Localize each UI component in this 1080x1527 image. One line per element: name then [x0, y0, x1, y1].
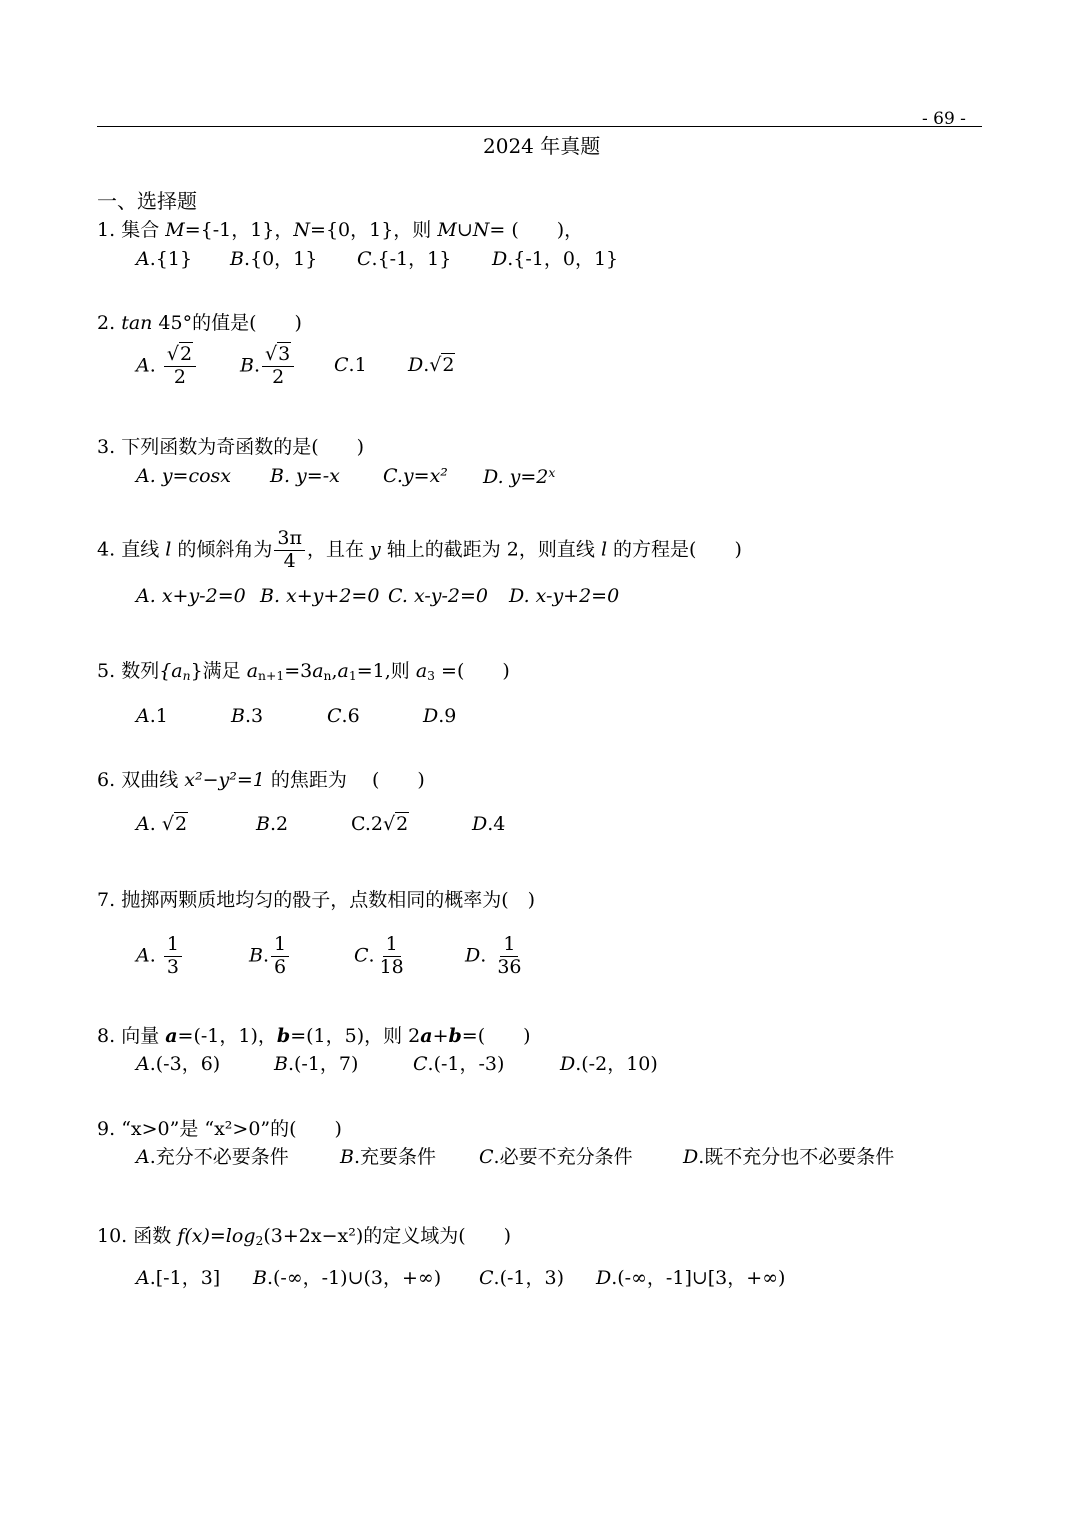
- fraction-numerator: 1: [383, 935, 401, 957]
- option-text: .充分不必要条件: [149, 1146, 289, 1168]
- option-letter: A: [136, 1267, 150, 1289]
- option-letter: B: [256, 813, 270, 835]
- question-1-option-b: [230, 250, 317, 269]
- option-letter: A: [136, 585, 150, 607]
- option-letter: A: [136, 705, 150, 727]
- vector-a: a: [420, 1025, 433, 1047]
- question-3-option-d: [483, 467, 555, 487]
- question-9-option-b: [340, 1148, 436, 1167]
- question-2-option-b: [240, 345, 296, 388]
- stem-text: (3+2x−x²)的定义域为( ): [263, 1225, 512, 1247]
- stem-text: = ( )，: [489, 219, 584, 241]
- question-5-option-d: [423, 707, 456, 726]
- stem-text: 的焦距为 ( ): [264, 769, 425, 791]
- stem-text: ,: [331, 660, 338, 682]
- option-text: . y=2: [497, 466, 549, 489]
- option-text: .充要条件: [353, 1146, 437, 1168]
- question-number: 4.: [97, 538, 116, 561]
- option-text: .: [368, 944, 375, 967]
- question-number: 7.: [97, 889, 116, 911]
- stem-text: =(-1，1)，: [177, 1025, 277, 1047]
- question-7-option-b: [249, 935, 291, 978]
- fraction-numerator: 1: [500, 935, 518, 957]
- option-text: .(-1，7): [287, 1053, 359, 1075]
- fraction: [494, 935, 524, 978]
- stem-text: 双曲线: [121, 769, 185, 791]
- fraction-denominator: 6: [274, 955, 287, 978]
- subscript: 2: [255, 1234, 264, 1249]
- option-text: . y=-x: [283, 465, 340, 487]
- fraction-denominator: 3: [166, 955, 179, 978]
- option-text: .(-1，3): [493, 1267, 565, 1289]
- question-6-option-c: [351, 815, 409, 834]
- option-letter: C: [388, 585, 402, 607]
- math-var: N: [293, 219, 311, 241]
- option-letter: A: [136, 248, 150, 270]
- option-letter: B: [260, 585, 274, 607]
- option-text: .(-2，10): [575, 1053, 658, 1075]
- option-text: .: [149, 944, 162, 967]
- option-letter: D: [596, 1267, 612, 1289]
- option-text: .(-∞，-1)∪(3，+∞): [266, 1267, 442, 1289]
- math-var: a: [312, 660, 324, 682]
- option-letter: D: [483, 466, 498, 489]
- question-2-option-a: [136, 345, 198, 388]
- option-text: .1: [348, 354, 367, 376]
- question-2-stem: [97, 314, 302, 333]
- page-number: - 69 -: [922, 109, 966, 129]
- stem-text: =(1，5)，则 2: [290, 1025, 421, 1047]
- option-text: .既不充分也不必要条件: [698, 1146, 895, 1168]
- question-1-option-c: [357, 250, 451, 269]
- option-text: .6: [341, 705, 360, 727]
- option-letter: C: [354, 944, 369, 967]
- option-letter: B: [240, 354, 254, 377]
- fraction: [377, 935, 407, 978]
- question-number: 3.: [97, 436, 116, 458]
- subscript: 1: [348, 669, 357, 684]
- math-var: M: [165, 219, 185, 241]
- option-text: . x+y+2=0: [273, 585, 380, 607]
- stem-text: “x>0”是 “x²>0”的( ): [121, 1118, 342, 1140]
- option-text: .: [480, 944, 493, 967]
- fraction: $\frac{√3}{2}$: [262, 345, 294, 388]
- option-letter: C: [383, 465, 397, 487]
- question-9-option-d: [683, 1148, 894, 1167]
- question-8-option-a: [136, 1055, 220, 1074]
- fraction-denominator: 4: [283, 549, 296, 572]
- option-letter: A: [136, 1146, 150, 1168]
- subscript: 3: [427, 669, 436, 684]
- question-8-option-c: [413, 1055, 504, 1074]
- question-4-option-b: [260, 587, 379, 606]
- math-var: l: [600, 538, 608, 561]
- stem-text: =( ): [461, 1025, 531, 1047]
- option-letter: D: [423, 705, 439, 727]
- question-10-option-d: [596, 1269, 785, 1288]
- option-text: .3: [244, 705, 264, 727]
- vector-a: a: [165, 1025, 178, 1047]
- square-root: √2: [161, 813, 188, 835]
- stem-text: =3: [284, 660, 313, 682]
- option-letter: C: [334, 354, 349, 376]
- question-7-option-c: [354, 935, 409, 978]
- question-10-option-a: [136, 1269, 220, 1288]
- option-text: .{1}: [149, 248, 193, 270]
- option-text: .: [149, 813, 162, 835]
- question-1-stem: [97, 221, 583, 240]
- stem-text: 满足: [202, 660, 247, 682]
- option-text: .{-1，1}: [371, 248, 452, 270]
- question-3-stem: [97, 438, 364, 457]
- option-letter: B: [274, 1053, 288, 1075]
- option-text: .y=x²: [396, 465, 448, 487]
- question-5-option-b: [231, 707, 263, 726]
- stem-text: =( ): [435, 660, 510, 682]
- stem-text: 的倾斜角为: [171, 538, 273, 561]
- stem-text: 45°的值是( ): [152, 312, 302, 334]
- question-number: 9.: [97, 1118, 116, 1140]
- math-expression: f(x)=log: [177, 1225, 256, 1247]
- radicand: 2: [396, 813, 409, 835]
- subscript: n: [182, 669, 191, 684]
- option-letter: B: [270, 465, 284, 487]
- option-text: .(-∞，-1]∪[3，+∞): [611, 1267, 786, 1289]
- math-var: l: [165, 538, 172, 561]
- section-heading: 一、选择题: [97, 189, 197, 213]
- option-letter: D: [492, 248, 508, 270]
- fraction-denominator: 36: [497, 955, 522, 978]
- question-4-stem: [97, 529, 742, 572]
- stem-text: +: [432, 1025, 449, 1047]
- question-6-option-a: [136, 815, 188, 834]
- question-4-option-d: [509, 587, 619, 606]
- option-text: .: [253, 354, 261, 377]
- question-3-option-a: [136, 467, 231, 486]
- question-1-option-d: [492, 250, 618, 269]
- option-text: .1: [149, 705, 168, 727]
- option-text: . y=cosx: [149, 465, 232, 487]
- stem-text: }: [190, 660, 203, 682]
- fraction-denominator: 18: [379, 955, 404, 978]
- fraction-denominator: 2: [272, 365, 285, 388]
- option-letter: D: [683, 1146, 699, 1168]
- question-8-stem: [97, 1027, 531, 1046]
- option-text: .必要不充分条件: [493, 1146, 633, 1168]
- question-number: 5.: [97, 660, 116, 682]
- option-letter: B: [249, 944, 263, 967]
- option-letter: C: [479, 1146, 494, 1168]
- option-text: .{-1，0，1}: [507, 248, 619, 270]
- option-text: .[-1，3]: [149, 1267, 221, 1289]
- option-letter: D: [408, 354, 424, 376]
- option-text: .: [262, 944, 270, 967]
- question-number: 6.: [97, 769, 116, 791]
- question-3-option-c: [383, 467, 448, 486]
- question-5-option-a: [136, 707, 168, 726]
- option-letter: A: [136, 944, 150, 967]
- option-letter: B: [253, 1267, 267, 1289]
- question-3-option-b: [270, 467, 340, 486]
- option-text: . x+y-2=0: [149, 585, 246, 607]
- question-7-option-d: [465, 935, 527, 978]
- option-letter: D: [465, 944, 481, 967]
- option-letter: C: [351, 813, 365, 835]
- question-number: 8.: [97, 1025, 116, 1047]
- option-letter: C: [479, 1267, 494, 1289]
- option-text: .{0，1}: [243, 248, 318, 270]
- math-var: M∪N: [437, 219, 490, 241]
- fraction-numerator: 3: [278, 343, 291, 365]
- question-9-option-c: [479, 1148, 633, 1167]
- option-letter: B: [230, 248, 244, 270]
- exponent: x: [548, 466, 556, 480]
- option-letter: A: [136, 1053, 150, 1075]
- option-text: .(-3，6): [149, 1053, 221, 1075]
- stem-text: 函数: [133, 1225, 178, 1247]
- vector-b: b: [448, 1025, 462, 1047]
- option-letter: D: [509, 585, 524, 607]
- option-letter: C: [413, 1053, 428, 1075]
- option-text: .(-1，-3): [427, 1053, 505, 1075]
- fraction-numerator: 1: [164, 935, 182, 957]
- question-1-option-a: [136, 250, 192, 269]
- option-text: .: [149, 354, 156, 377]
- option-letter: A: [136, 465, 150, 487]
- stem-text: ={-1，1}，: [184, 219, 294, 241]
- option-letter: C: [357, 248, 372, 270]
- math-fn: tan: [121, 312, 153, 334]
- subscript: n: [323, 669, 332, 684]
- question-10-option-c: [479, 1269, 564, 1288]
- page-title: 2024 年真题: [483, 134, 601, 158]
- option-text: .9: [438, 705, 457, 727]
- question-6-stem: [97, 771, 425, 790]
- stem-text: ={0，1}，则: [310, 219, 438, 241]
- question-5-stem: [97, 662, 510, 682]
- option-text: .: [423, 354, 430, 376]
- stem-text: 集合: [121, 219, 166, 241]
- option-letter: D: [560, 1053, 576, 1075]
- option-letter: A: [136, 813, 150, 835]
- fraction-numerator: 2: [179, 343, 193, 365]
- fraction-numerator: 1: [271, 935, 289, 957]
- question-8-option-d: [560, 1055, 658, 1074]
- question-6-option-d: [472, 815, 505, 834]
- question-9-option-a: [136, 1148, 289, 1167]
- math-expression: x²−y²=1: [184, 769, 265, 791]
- header-rule: [97, 126, 982, 127]
- math-seq: {a: [159, 660, 183, 682]
- option-text: .2: [269, 813, 289, 835]
- option-text: . x-y-2=0: [401, 585, 489, 607]
- stem-text: 的方程是( ): [607, 538, 742, 561]
- math-var: y: [369, 538, 381, 561]
- fraction: [164, 935, 182, 978]
- option-letter: D: [472, 813, 488, 835]
- option-letter: A: [136, 354, 150, 377]
- question-number: 2.: [97, 312, 116, 334]
- question-10-option-b: [253, 1269, 441, 1288]
- question-10-stem: [97, 1227, 511, 1247]
- question-2-option-c: [334, 356, 367, 375]
- vector-b: b: [276, 1025, 291, 1047]
- question-2-option-d: [408, 356, 455, 375]
- option-letter: B: [340, 1146, 354, 1168]
- stem-text: =1,则: [356, 660, 416, 682]
- fraction-denominator: 2: [173, 365, 186, 388]
- question-9-stem: [97, 1120, 342, 1139]
- question-7-option-a: [136, 935, 184, 978]
- fraction-numerator: 3π: [274, 529, 305, 551]
- question-8-option-b: [274, 1055, 358, 1074]
- fraction: [271, 935, 289, 978]
- math-var: a: [246, 660, 259, 682]
- radicand: 2: [174, 813, 188, 835]
- square-root: √2: [429, 354, 455, 376]
- stem-text: 数列: [121, 660, 160, 682]
- question-4-option-a: [136, 587, 246, 606]
- stem-text: 轴上的截距为 2，则直线: [380, 538, 601, 561]
- math-var: a: [337, 660, 349, 682]
- option-text: . x-y+2=0: [523, 585, 620, 607]
- option-letter: B: [231, 705, 245, 727]
- stem-text: ，且在: [306, 538, 370, 561]
- radicand: 2: [442, 354, 455, 376]
- fraction: $\frac{√2}{2}$: [164, 345, 196, 388]
- option-letter: C: [327, 705, 342, 727]
- question-4-option-c: [388, 587, 488, 606]
- math-var: a: [415, 660, 428, 682]
- stem-text: 抛掷两颗质地均匀的骰子，点数相同的概率为( ): [121, 889, 536, 911]
- stem-text: 向量: [121, 1025, 166, 1047]
- question-number: 10.: [97, 1225, 128, 1247]
- stem-text: 直线: [121, 538, 166, 561]
- question-5-option-c: [327, 707, 360, 726]
- subscript: n+1: [258, 669, 285, 684]
- question-number: 1.: [97, 219, 116, 241]
- square-root: √2: [383, 813, 409, 835]
- stem-text: 下列函数为奇函数的是( ): [121, 436, 365, 458]
- question-6-option-b: [256, 815, 288, 834]
- option-text: .2: [364, 813, 384, 835]
- option-text: .4: [487, 813, 506, 835]
- fraction: [274, 529, 305, 572]
- question-7-stem: [97, 891, 535, 910]
